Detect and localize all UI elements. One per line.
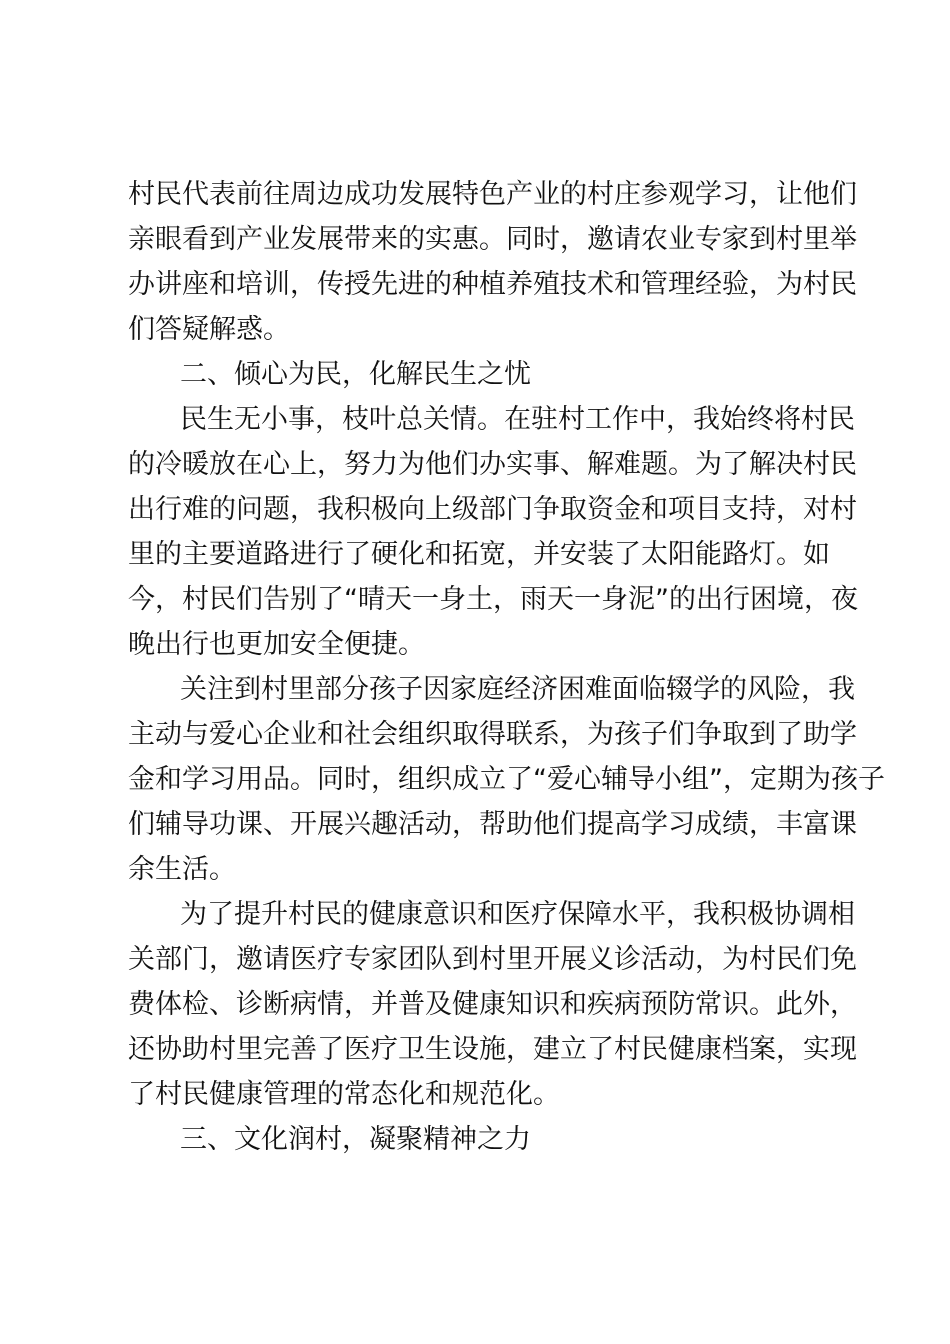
paragraph-line: 主动与爱心企业和社会组织取得联系，为孩子们争取到了助学	[128, 719, 857, 750]
paragraph-line: 民生无小事，枝叶总关情。在驻村工作中，我始终将村民	[180, 404, 855, 435]
paragraph-line: 的冷暖放在心上，努力为他们办实事、解难题。为了解决村民	[128, 449, 857, 480]
paragraph-line: 余生活。	[128, 854, 236, 885]
section-heading: 二、倾心为民，化解民生之忧	[180, 359, 531, 390]
paragraph-line: 关部门，邀请医疗专家团队到村里开展义诊活动，为村民们免	[128, 944, 857, 975]
paragraph-line: 们辅导功课、开展兴趣活动，帮助他们提高学习成绩，丰富课	[128, 809, 857, 840]
paragraph-line: 们答疑解惑。	[128, 314, 290, 345]
paragraph-line: 亲眼看到产业发展带来的实惠。同时，邀请农业专家到村里举	[128, 224, 857, 255]
paragraph-line: 关注到村里部分孩子因家庭经济困难面临辍学的风险，我	[180, 674, 855, 705]
paragraph-line: 费体检、诊断病情，并普及健康知识和疾病预防常识。此外，	[128, 989, 857, 1020]
paragraph-line: 金和学习用品。同时，组织成立了“爱心辅导小组”，定期为孩子	[128, 764, 885, 795]
paragraph-line: 晚出行也更加安全便捷。	[128, 629, 425, 660]
paragraph-line: 村民代表前往周边成功发展特色产业的村庄参观学习，让他们	[128, 179, 857, 210]
paragraph-line: 了村民健康管理的常态化和规范化。	[128, 1079, 560, 1110]
paragraph-line: 为了提升村民的健康意识和医疗保障水平，我积极协调相	[180, 899, 855, 930]
paragraph-line: 今，村民们告别了“晴天一身土，雨天一身泥”的出行困境，夜	[128, 584, 858, 615]
paragraph-line: 办讲座和培训，传授先进的种植养殖技术和管理经验，为村民	[128, 269, 857, 300]
paragraph-line: 出行难的问题，我积极向上级部门争取资金和项目支持，对村	[128, 494, 857, 525]
paragraph-line: 还协助村里完善了医疗卫生设施，建立了村民健康档案，实现	[128, 1034, 857, 1065]
paragraph-line: 里的主要道路进行了硬化和拓宽，并安装了太阳能路灯。如	[128, 539, 830, 570]
section-heading: 三、文化润村，凝聚精神之力	[180, 1124, 531, 1155]
